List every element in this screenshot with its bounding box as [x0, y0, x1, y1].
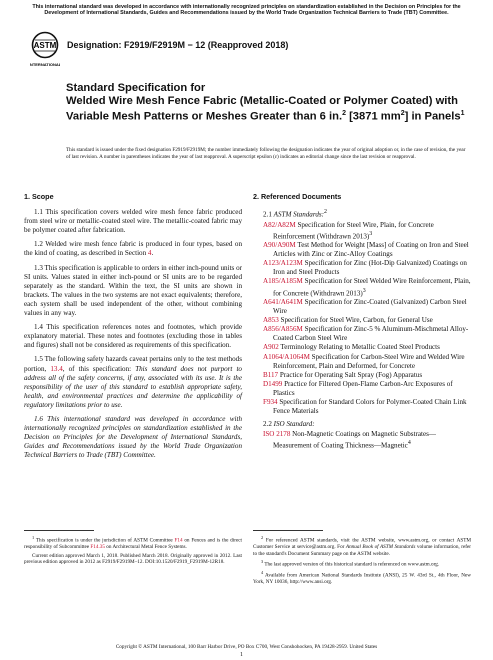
- footnotes-left: [24, 530, 242, 567]
- footnote-number: 2: [261, 535, 264, 540]
- reference-item: [263, 277, 471, 298]
- reference-item: [263, 371, 471, 380]
- reference-title: Practice for Filtered Open-Flame Carbon-Arc Exposures of Plastics: [273, 379, 453, 397]
- referenced-documents-column: [253, 192, 471, 451]
- iso-standard-label: 2.2 ISO Standard:: [263, 420, 315, 429]
- scope-1-5: 1.5 The following safety hazards caveat pertains only to the test methods portion, 13.4, of this specification: This standard does not purport to address all of the safety concerns, if any, associated with its use. It is the responsibility of the user of this standard to establish appropriate safety, health, and environmental practices and determine the applicability of regulatory limitations prior to use.: [24, 355, 242, 409]
- referenced-heading: 2. Referenced Documents: [253, 192, 342, 201]
- scope-1-1: 1.1 This specification covers welded wire mesh fence fabric produced from steel wire or metallic-coated steel wire. The metallic-coated fabric may be polymer coated after fabrication.: [24, 208, 242, 235]
- scope-1-4: 1.4 This specification references notes and footnotes, which provide explanatory material. These notes and footnotes (excluding those in tables and figures) shall not be considered as requirements of this specification.: [24, 323, 242, 350]
- issued-note: This standard is issued under the fixed designation F2919/F2919M; the number immediately following the designation indicates the year of original adoption or, in the case of revision, the year of last revision. A number in parentheses indicates the year of last reapproval. A superscript epsilon (ε) indicates an editorial change since the last revision or reapproval.: [66, 147, 466, 160]
- reference-code-link[interactable]: A123/A123M: [263, 259, 303, 268]
- scope-1-3: 1.3 This specification is applicable to orders in either inch-pound units or SI units. Values stated in either inch-pound or SI units are to be regarded separately as the standard. Within the text, the SI units are shown in brackets. The values in the two systems are not exact equivalents; therefore, each system shall be used independent of the other, without combining values in any way.: [24, 263, 242, 318]
- scope-1-2: 1.2 Welded wire mesh fence fabric is produced in four types, based on the kind of coating, as described in Section 4.: [24, 240, 242, 258]
- reference-title: Non-Magnetic Coatings on Magnetic Substrates—Measurement of Coating Thickness—Magnetic: [273, 430, 437, 450]
- designation: Designation: F2919/F2919M − 12 (Reapproved 2018): [67, 40, 289, 50]
- reference-code-link[interactable]: A853: [263, 316, 279, 325]
- astm-standards-label: 2.1 ASTM Standards:$^2$: [263, 209, 327, 219]
- reference-title: Specification for Zinc-Coated (Galvanized) Carbon Steel Wire: [273, 298, 467, 316]
- reference-item: [263, 316, 471, 325]
- footnote: [253, 559, 471, 568]
- section-13-4-link[interactable]: 13.4: [50, 364, 63, 373]
- reference-item: [263, 221, 471, 242]
- reference-code-link[interactable]: B117: [263, 370, 279, 379]
- footnote-text: For referenced ASTM standards, visit the ASTM website, www.astm.org, or contact ASTM Customer Service at service@astm.org. For: [253, 537, 471, 551]
- reference-code-link[interactable]: A82/A82M: [263, 220, 296, 229]
- scope-1-6: 1.6 This international standard was developed in accordance with internationally recognized principles on standardization established in the Decision on Principles for the Development of International Standards, Guides and Recommendations issued by the World Trade Organization Technical Barriers to Trade (TBT) Committee.: [24, 414, 242, 460]
- reference-code-link[interactable]: A185/A185M: [263, 277, 303, 286]
- footnote-rule: [253, 530, 323, 531]
- reference-code-link[interactable]: A90/A90M: [263, 241, 296, 250]
- reference-title: Specification for Steel Welded Wire Reinforcement, Plain, for Concrete (Withdrawn 2013): [273, 277, 471, 297]
- reference-title: Specification for Steel Wire, Carbon, for General Use: [278, 316, 433, 325]
- reference-title: Terminology Relating to Metallic Coated Steel Products: [278, 343, 440, 352]
- reference-item: [263, 241, 471, 259]
- scope-column: [24, 192, 242, 465]
- footnote-text: This specification is under the jurisdiction of ASTM Committee: [34, 537, 175, 544]
- footnote: [24, 553, 242, 566]
- footnote-text: Available from American National Standards Institute (ANSI), 25 W. 43rd St., 4th Floor, New York, NY 10036, http://www.ansi.org.: [253, 572, 471, 586]
- footnotes-right: [253, 530, 471, 588]
- footnote: [24, 535, 242, 551]
- reference-item: [263, 259, 471, 277]
- reference-code-link[interactable]: D1499: [263, 379, 283, 388]
- reference-item: [263, 398, 471, 416]
- reference-code-link[interactable]: A641/A641M: [263, 298, 303, 307]
- title-line-2: Welded Wire Mesh Fence Fabric (Metallic-Coated or Polymer Coated) with Variable Mesh Patterns or Meshes Greater than 6 in.$^2$ [3871 $mm^2$] in Panels$^1$: [66, 94, 465, 123]
- reference-title: Specification for Zinc (Hot-Dip Galvanized) Coatings on Iron and Steel Products: [273, 259, 467, 277]
- logo-text: INTERNATIONAL: [30, 62, 60, 67]
- reference-title: Specification for Steel Wire, Plain, for Concrete Reinforcement (Withdrawn 2013): [273, 220, 434, 240]
- footnote-text: Current edition approved March 1, 2018. Published March 2018. Originally approved in 2012. Last previous edition approved in 2012 as F2919/F2919M–12. DOI:10.1520/F2919_F2919M-12R18.: [24, 552, 242, 565]
- page-number: 1: [240, 652, 243, 658]
- reference-item: [263, 430, 471, 451]
- footnote: [253, 535, 471, 557]
- iso-reference-list: [253, 430, 471, 451]
- svg-text:ASTM: ASTM: [33, 41, 57, 50]
- section-4-link[interactable]: 4: [147, 249, 152, 258]
- astm-logo: [30, 31, 60, 69]
- reference-item: [263, 380, 471, 398]
- footnote-number: 3: [261, 558, 264, 564]
- footnote-number: 1: [32, 535, 35, 540]
- reference-title: Test Method for Weight [Mass] of Coating on Iron and Steel Articles with Zinc or Zinc-Alloy Coatings: [273, 241, 469, 259]
- footnote-marker: 3: [362, 287, 366, 294]
- footnote-text: volume information, refer to the standard's Document Summary page on the ASTM website.: [253, 544, 472, 557]
- document-title: [66, 82, 466, 123]
- footnote-italic-text: Annual Book of ASTM Standards: [345, 544, 416, 551]
- footnote-marker: 3: [369, 230, 373, 237]
- reference-code-link[interactable]: ISO 2178: [263, 430, 291, 439]
- reference-title: Specification for Carbon-Steel Wire and Welded Wire Reinforcement, Plain and Deformed, for Concrete: [273, 352, 465, 370]
- footnote-marker: 4: [407, 440, 411, 447]
- footnote-text: on Fences and is the direct responsibility of Subcommittee: [24, 537, 242, 551]
- reference-title: Specification for Standard Colors for Polymer-Coated Chain Link Fence Materials: [273, 398, 467, 416]
- reference-title: Practice for Operating Salt Spray (Fog) Apparatus: [278, 370, 423, 379]
- footnote-rule: [24, 530, 94, 531]
- copyright-line: Copyright © ASTM International, 100 Barr Harbor Drive, PO Box C700, West Conshohocken, PA 19428-2959. United States: [115, 644, 378, 650]
- reference-item: [263, 353, 471, 371]
- reference-code-link[interactable]: A856/A856M: [263, 325, 303, 334]
- footnote-number: 4: [261, 570, 264, 576]
- reference-code-link[interactable]: A902: [263, 343, 279, 352]
- footnote-text: on Architectural Metal Fence Systems.: [104, 544, 187, 551]
- scope-heading: 1. Scope: [24, 192, 54, 201]
- development-notice: This international standard was developed in accordance with internationally recognized principles on standardization established in the Decision on Principles for the Development of International Standards, Guides and Recommendations issued by the World Trade Organization Technical Barriers to Trade (TBT) Committee.: [32, 4, 461, 17]
- footnote-text: The last approved version of this historical standard is referenced on www.astm.org.: [263, 561, 440, 568]
- reference-code-link[interactable]: F934: [263, 398, 278, 407]
- reference-item: [263, 343, 471, 352]
- subcommittee-link[interactable]: F14.35: [90, 544, 105, 551]
- reference-item: [263, 298, 471, 316]
- reference-item: [263, 325, 471, 343]
- astm-reference-list: [253, 221, 471, 417]
- footnote: [253, 570, 471, 586]
- reference-title: Specification for Zinc-5 % Aluminum-Mischmetal Alloy-Coated Carbon Steel Wire: [273, 325, 469, 343]
- committee-link[interactable]: F14: [174, 537, 183, 544]
- reference-code-link[interactable]: A1064/A1064M: [263, 352, 310, 361]
- title-line-1: Standard Specification for: [66, 82, 206, 94]
